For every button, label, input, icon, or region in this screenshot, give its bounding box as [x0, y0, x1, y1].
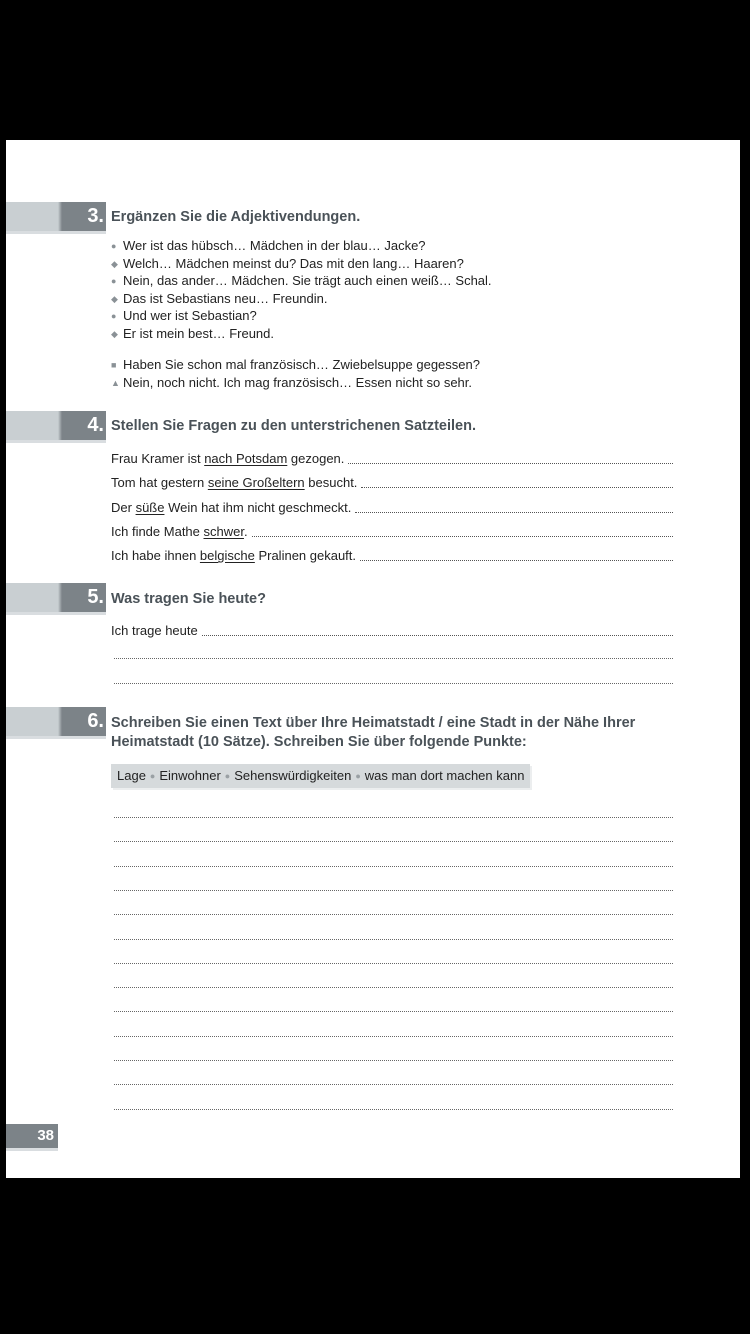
question-text-after: . — [243, 523, 248, 539]
keyword: Lage — [117, 768, 146, 783]
writing-line[interactable] — [114, 683, 673, 684]
dialog-text: Das ist Sebastians neu… Freundin. — [123, 290, 328, 306]
underlined-phrase: seine Großeltern — [207, 475, 305, 491]
question-text-before: Tom hat gestern — [111, 475, 208, 491]
exercise-3-number-bar — [6, 202, 106, 231]
question-text — [111, 523, 248, 541]
question-text — [111, 499, 351, 517]
exercise-6-number-bar — [6, 707, 106, 736]
exercise-5-answer-line[interactable] — [111, 622, 673, 640]
bullet-marker: ◆ — [111, 329, 118, 339]
underlined-phrase: nach Potsdam — [204, 451, 288, 466]
question-row[interactable] — [111, 547, 673, 565]
writing-line[interactable] — [114, 658, 673, 659]
dialog-line — [111, 356, 480, 374]
writing-line[interactable] — [114, 1109, 673, 1110]
question-text-before: Ich habe ihnen — [111, 548, 200, 564]
exercise-3-number: 3. — [87, 205, 104, 227]
dialog-line — [111, 272, 492, 290]
exercise-4-number-bar — [6, 411, 106, 440]
question-text-after: gezogen. — [287, 451, 345, 466]
dialog-text: Er ist mein best… Freund. — [123, 326, 274, 341]
writing-line[interactable] — [114, 1060, 673, 1061]
keyword-separator: ● — [149, 771, 156, 781]
dialog-line — [111, 255, 464, 273]
question-text-before: Ich finde Mathe — [111, 523, 204, 539]
question-text — [111, 450, 344, 468]
writing-line[interactable] — [114, 987, 673, 988]
writing-line[interactable] — [114, 866, 673, 867]
dialog-line — [111, 374, 472, 392]
underlined-phrase: belgische — [199, 548, 255, 564]
writing-line[interactable] — [114, 1084, 673, 1085]
exercise-5-title: Was tragen Sie heute? — [111, 591, 266, 607]
bullet-marker: ● — [111, 241, 117, 251]
page-number-bar — [6, 1124, 58, 1148]
bullet-marker: ● — [111, 276, 117, 287]
exercise-4-title: Stellen Sie Fragen zu den unterstrichenen Satzteilen. — [111, 418, 476, 434]
bullet-marker: ◆ — [111, 293, 118, 304]
dialog-line — [111, 290, 328, 308]
question-text-after: Wein hat ihm nicht geschmeckt. — [164, 499, 352, 515]
question-text-before: Der — [111, 499, 136, 515]
writing-line[interactable] — [114, 890, 673, 891]
keyword: was man dort machen kann — [364, 768, 525, 783]
workbook-page — [6, 140, 740, 1178]
writing-line[interactable] — [114, 914, 673, 915]
bullet-marker: ▲ — [111, 378, 120, 388]
question-text — [111, 474, 357, 492]
page-number: 38 — [37, 1127, 54, 1144]
question-text-after: Pralinen gekauft. — [254, 548, 357, 564]
dialog-line — [111, 307, 257, 325]
exercise-5-number-bar — [6, 583, 106, 612]
dialog-text: Haben Sie schon mal französisch… Zwiebelsuppe gegessen? — [123, 357, 480, 372]
answer-dotted-line — [360, 559, 673, 561]
writing-line[interactable] — [114, 963, 673, 964]
question-text-after: besucht. — [304, 475, 358, 491]
dialog-text: Wer ist das hübsch… Mädchen in der blau… Jacke? — [123, 238, 426, 253]
dialog-text: Nein, noch nicht. Ich mag französisch… Essen nicht so sehr. — [123, 375, 473, 390]
answer-dotted-line — [252, 535, 673, 537]
question-row[interactable] — [111, 523, 673, 541]
exercise-3-title: Ergänzen Sie die Adjektivendungen. — [111, 209, 361, 225]
question-row[interactable] — [111, 474, 673, 492]
question-row[interactable] — [111, 499, 673, 517]
bullet-marker: ■ — [111, 360, 117, 370]
exercise-6-title-line-2: Heimatstadt (10 Sätze). Schreiben Sie über folgende Punkte: — [111, 734, 527, 750]
question-row[interactable] — [111, 450, 673, 468]
exercise-6-number: 6. — [87, 710, 104, 732]
exercise-5-number: 5. — [87, 586, 104, 608]
exercise-4-number: 4. — [87, 414, 104, 436]
question-text — [111, 547, 356, 565]
keyword: Sehenswürdigkeiten — [234, 768, 352, 783]
writing-line[interactable] — [114, 817, 673, 818]
dialog-line — [111, 237, 426, 255]
answer-dotted-line — [202, 634, 673, 636]
exercise-6-keyword-box — [111, 764, 530, 788]
dialog-text: Welch… Mädchen meinst du? Das mit den lang… Haaren? — [123, 255, 464, 271]
writing-line[interactable] — [114, 1036, 673, 1037]
bullet-marker: ● — [111, 311, 117, 322]
writing-line[interactable] — [114, 841, 673, 842]
bullet-marker: ◆ — [111, 258, 118, 269]
dialog-line — [111, 325, 274, 343]
answer-dotted-line — [348, 462, 673, 464]
exercise-5-prompt: Ich trage heute — [111, 623, 198, 638]
keyword-separator: ● — [224, 771, 231, 781]
writing-line[interactable] — [114, 939, 673, 940]
underlined-phrase: süße — [135, 499, 165, 515]
dialog-text: Und wer ist Sebastian? — [123, 308, 257, 324]
keyword-separator: ● — [355, 771, 361, 781]
underlined-phrase: schwer — [203, 523, 244, 539]
answer-dotted-line — [361, 486, 673, 488]
writing-line[interactable] — [114, 1011, 673, 1012]
exercise-6-title-line-1: Schreiben Sie einen Text über Ihre Heimatstadt / eine Stadt in der Nähe Ihrer — [111, 715, 636, 731]
dialog-text: Nein, das ander… Mädchen. Sie trägt auch einen weiß… Schal. — [123, 273, 492, 289]
keyword: Einwohner — [159, 768, 221, 783]
answer-dotted-line — [355, 511, 673, 513]
question-text-before: Frau Kramer ist — [111, 451, 205, 466]
